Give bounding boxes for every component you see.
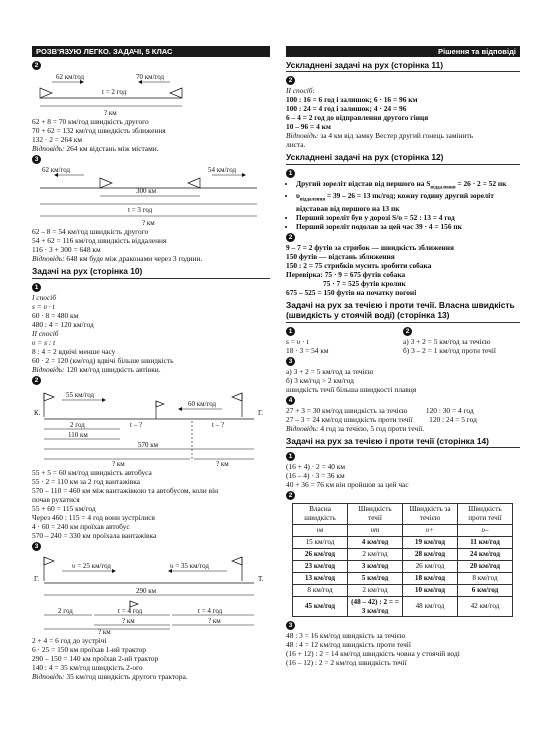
answer-text: листа. — [286, 140, 306, 150]
diagram-label: ? км — [122, 617, 135, 626]
table-cell: υт — [348, 524, 403, 536]
solution-line: Через 460 : 115 = 4 год вони зустрілися — [32, 512, 155, 522]
solution-line: 70 + 62 = 132 км/год швидкість зближення — [32, 126, 166, 136]
diagram-label: 62 км/год — [56, 73, 85, 81]
diagram-label: 570 км — [138, 440, 159, 449]
diagram-label: 55 км/год — [66, 390, 95, 399]
answer-text: 35 км/год швидкість другого трактора. — [64, 672, 188, 682]
solution-line: 140 : 4 = 35 км/год швидкість 2-ого — [32, 663, 143, 673]
solution-line: 6 – 4 = 2 год до відправлення другого гінця — [286, 113, 429, 123]
diagram-label: 2 год — [70, 420, 85, 429]
solution-line: 48 : 4 = 12 км/год швидкість проти течії — [286, 640, 411, 650]
table-row — [293, 548, 513, 560]
solution-line: швидкість течії більша швидкості плавця — [286, 384, 417, 394]
solution-line: 62 + 8 = 70 км/год швидкість другого — [32, 117, 149, 126]
diagram-label: ? км — [104, 109, 117, 116]
section-title: Ускладнені задачі на рух (сторінка 12) — [286, 152, 520, 164]
solution-line: 55 + 60 = 115 км/год — [32, 503, 96, 513]
table-header: Власна швидкість — [293, 504, 348, 525]
solution-line: 40 + 36 = 76 км він пройшов за цей час — [286, 480, 409, 490]
list-item: • Перший зореліт був у дорозі S/υ = 52 : 13 = 4 год — [296, 213, 520, 222]
solution-line: s = υ · t — [32, 301, 55, 311]
table-header-row — [293, 504, 513, 525]
problem-number: 3 — [286, 621, 295, 630]
problem-number: 1 — [286, 169, 295, 178]
diagram-label: 300 км — [136, 187, 157, 196]
section-title: Ускладнені задачі на рух (сторінка 11) — [286, 60, 520, 72]
diagram-label: 290 км — [136, 587, 157, 596]
solution-line: 100 : 24 = 4 год і залишок; 4 · 24 = 96 — [286, 104, 407, 114]
solution-line: 150 : 2 = 75 стрибків мусить зробити собака — [286, 261, 432, 270]
left-column — [32, 46, 270, 681]
table-cell: 8 км/год — [458, 572, 513, 584]
problem-number: 3 — [32, 155, 41, 164]
answer-text: 120 км/год швидкість автівки. — [64, 364, 161, 374]
list-item: • $\upsilon_{віддалення} = 39 - 26 = 13$ пк/год; кожну годину другий зореліт відставав від першого на 13 пк — [296, 191, 520, 213]
solution-line: а) 3 + 2 = 5 км/год за течією — [286, 366, 374, 376]
table-cell: 6 км/год — [458, 584, 513, 596]
table-row — [293, 560, 513, 572]
solution-line: 10 – 96 = 4 км — [286, 122, 331, 132]
solution-line: (16 + 12) : 2 = 14 км/год швидкість човна у стоячій воді — [286, 649, 460, 659]
diagram-label: t = 4 год — [118, 607, 143, 616]
answer-text: 4 год за течією, 5 год проти течії. — [318, 423, 425, 433]
solution-line: 480 : 4 = 120 км/год — [32, 319, 94, 329]
solution-line: 55 + 5 = 60 км/год швидкість автобуса — [32, 467, 152, 477]
solution-line: (16 + 4) · 2 = 40 км — [286, 462, 346, 472]
problem-number: 3 — [32, 542, 41, 551]
solution-line: 2 + 4 = 6 год до зустрічі — [32, 636, 107, 646]
solution-line: υ = s : t — [32, 337, 56, 347]
problem-number: 1 — [286, 452, 295, 461]
diagram-label: ? км — [112, 459, 125, 467]
table-cell: 2 км/год — [348, 548, 403, 560]
diagram-label: 110 км — [68, 430, 88, 439]
answer-label: Відповідь: — [32, 254, 65, 264]
table-subheader-row — [293, 524, 513, 536]
table-cell: 26 км/год — [403, 560, 458, 572]
table-cell: 48 км/год — [403, 596, 458, 617]
table-row — [293, 536, 513, 548]
answer-label: Відповідь: — [286, 423, 319, 433]
solution-line: 132 · 2 = 264 км — [32, 135, 83, 145]
problem-number: 1 — [32, 283, 41, 292]
solution-line: 100 : 16 = 6 год і залишок; 6 · 16 = 96 км — [286, 95, 418, 105]
solution-line: 48 : 3 = 16 км/год швидкість за течією — [286, 631, 406, 641]
table-cell: 3 км/год — [348, 560, 403, 572]
solution-line: 27 + 3 = 30 км/год швидкість за течією 120 : 30 = 4 год — [286, 405, 474, 415]
table-header: Швидкість проти течії — [458, 504, 513, 525]
table-cell: 19 км/год — [403, 536, 458, 548]
diagram-label: ? км — [98, 628, 111, 636]
table-cell: 10 км/год — [403, 584, 458, 596]
solution-line: II спосіб — [32, 328, 59, 338]
table-cell: 28 км/год — [403, 548, 458, 560]
problem-number: 2 — [286, 491, 295, 500]
table-cell: 13 км/год — [293, 572, 348, 584]
diagram-label: t = 3 год — [128, 206, 153, 215]
table-cell: 2 км/год — [348, 584, 403, 596]
solution-line: а) 3 + 2 = 5 км/год за течією — [403, 336, 491, 346]
table-cell: 5 км/год — [348, 572, 403, 584]
solution-line: 60 · 2 = 120 (км/год) вдвічі більше швидкість — [32, 355, 174, 365]
diagram-label: t = 2 год — [102, 88, 127, 96]
diagram-label: ? км — [216, 459, 229, 467]
solution-line: II спосіб: — [286, 86, 315, 96]
solution-line: Перевірка: 75 · 9 = 675 футів собака — [286, 270, 406, 280]
solution-line: 150 футів — відстань зближення — [286, 251, 395, 261]
solution-line: 60 · 8 = 480 км — [32, 310, 79, 320]
diagram-label: t = 4 год — [198, 607, 223, 616]
answer-label: Відповідь: — [286, 131, 319, 141]
solution-line: 75 · 7 = 525 футів кролик — [286, 279, 406, 289]
answer-text: за 4 км від замку Вестер другий гонець замінить — [318, 131, 474, 141]
problem-number: 2 — [403, 327, 412, 336]
diagram-label: Г. — [258, 408, 264, 417]
diagram-separation — [32, 166, 270, 226]
diagram-label: Г. — [34, 575, 40, 584]
solution-line: 9 – 7 = 2 футів за стрибок — швидкість зближення — [286, 242, 455, 252]
table-cell: υ+ — [403, 524, 458, 536]
table-header: Швидкість за течією — [403, 504, 458, 525]
diagram-label: К. — [34, 408, 41, 417]
diagram-label: 60 км/год — [188, 399, 217, 408]
diagram-meeting — [32, 72, 270, 116]
solution-line: 18 · 3 = 54 км — [286, 345, 329, 355]
table-cell: 4 км/год — [348, 536, 403, 548]
solution-line: 62 – 8 = 54 км/год швидкість другого — [32, 227, 149, 237]
solution-line: 8 : 4 = 2 вдвічі менше часу — [32, 346, 116, 356]
table-row — [293, 584, 513, 596]
problem-number: 2 — [286, 76, 295, 85]
diagram-label: υ = 35 км/год — [170, 562, 209, 571]
solution-line: 6 · 25 = 150 км проїхав 1-ий трактор — [32, 645, 146, 655]
table-cell: υ– — [458, 524, 513, 536]
table-cell: 26 км/год — [293, 548, 348, 560]
header-right: Рішення та відповіді — [286, 46, 520, 57]
solution-line: 54 + 62 = 116 км/год швидкість віддалення — [32, 236, 167, 246]
diagram-label: υ = 25 км/год — [72, 562, 111, 571]
diagram-label: 70 км/год — [136, 73, 165, 81]
section-title: Задачі на рух за течією і проти течії (сторінка 14) — [286, 436, 520, 448]
table-cell: 11 км/год — [458, 536, 513, 548]
speed-table — [292, 503, 513, 617]
section-title: Задачі на рух (сторінка 10) — [32, 266, 270, 278]
diagram-bus-truck — [32, 387, 270, 467]
solution-line: I спосіб — [32, 292, 57, 302]
solution-line: 675 – 525 = 150 футів на початку погоні — [286, 288, 417, 298]
right-column — [286, 46, 520, 667]
problem-number: 4 — [286, 396, 295, 405]
solution-line: 570 – 110 = 460 км між вантажівкою та автобусом, коли він — [32, 485, 219, 495]
table-cell: 18 км/год — [403, 572, 458, 584]
solution-line: 290 – 150 = 140 км проїхав 2-ий трактор — [32, 654, 159, 664]
diagram-label: Т. — [258, 575, 264, 584]
diagram-label: 54 км/год — [208, 166, 237, 175]
solution-line: (16 – 4) · 3 = 36 км — [286, 471, 345, 481]
answer-label: Відповідь: — [32, 672, 65, 682]
problem-number: 2 — [32, 376, 41, 385]
problem-number: 3 — [286, 357, 295, 366]
header-left: РОЗВ'ЯЗУЮ ЛЕГКО. ЗАДАЧІ, 5 КЛАС — [32, 46, 270, 57]
table-cell: 42 км/год — [458, 596, 513, 617]
solution-line: 27 – 3 = 24 км/год швидкість проти течії 120 : 24 = 5 год — [286, 414, 477, 424]
table-cell: 8 км/год — [293, 584, 348, 596]
diagram-tractors — [32, 553, 270, 635]
solution-line: 4 · 60 = 240 км проїхав автобус — [32, 521, 130, 531]
table-row — [293, 572, 513, 584]
section-title: Задачі на рух за течією і проти течії. Власна швидкість (швидкість у стоячій воді) (сторінка 13) — [286, 300, 520, 323]
diagram-label: 2 год — [58, 607, 73, 616]
answer-label: Відповідь: — [32, 144, 65, 154]
solution-line: (16 – 12) : 2 = 2 км/год швидкість течії — [286, 658, 407, 668]
solution-line: 570 – 240 = 330 км проїхала вантажівка — [32, 531, 157, 540]
table-row — [293, 596, 513, 617]
table-cell: 45 км/год — [293, 596, 348, 617]
answer-text: 264 км відстань між містами. — [64, 144, 159, 154]
diagram-label: t – ? — [212, 420, 225, 429]
table-cell: 20 км/год — [458, 560, 513, 572]
diagram-label: ? км — [142, 219, 155, 227]
solution-line: 55 · 2 = 110 км за 2 год вантажівка — [32, 476, 141, 486]
list-item: • Перший зореліт подолав за цей час 39 · 4 = 156 пк — [296, 222, 520, 231]
list-item: • Другий зореліт відстав від першого на $S_{віддалення} = 26 \cdot 2 = 52$ пк — [296, 179, 520, 192]
table-cell: (48 – 42) : 2 = = 3 км/год — [348, 596, 403, 617]
table-cell: 24 км/год — [458, 548, 513, 560]
bullet-list — [286, 179, 520, 231]
answer-label: Відповідь: — [32, 364, 65, 374]
problem-number: 2 — [32, 61, 41, 70]
solution-line: 116 · 3 + 300 = 648 км — [32, 245, 101, 255]
solution-line: б) 3 км/год > 2 км/год — [286, 375, 354, 385]
table-header: Швидкість течії — [348, 504, 403, 525]
table-cell: 15 км/год — [293, 536, 348, 548]
table-cell: 23 км/год — [293, 560, 348, 572]
solution-line: б) 3 – 2 = 1 км/год проти течії — [403, 345, 496, 355]
table-cell: υв — [293, 524, 348, 536]
problem-number: 1 — [286, 327, 295, 336]
solution-line: почав рухатися — [32, 494, 80, 504]
diagram-label: t – ? — [130, 420, 143, 429]
solution-line: s = υ · t — [286, 336, 309, 346]
answer-text: 648 км буде між драконами через 3 години. — [64, 254, 203, 264]
diagram-label: ? км — [208, 617, 221, 626]
problem-number: 2 — [286, 233, 295, 242]
diagram-label: 62 км/год — [42, 166, 71, 175]
